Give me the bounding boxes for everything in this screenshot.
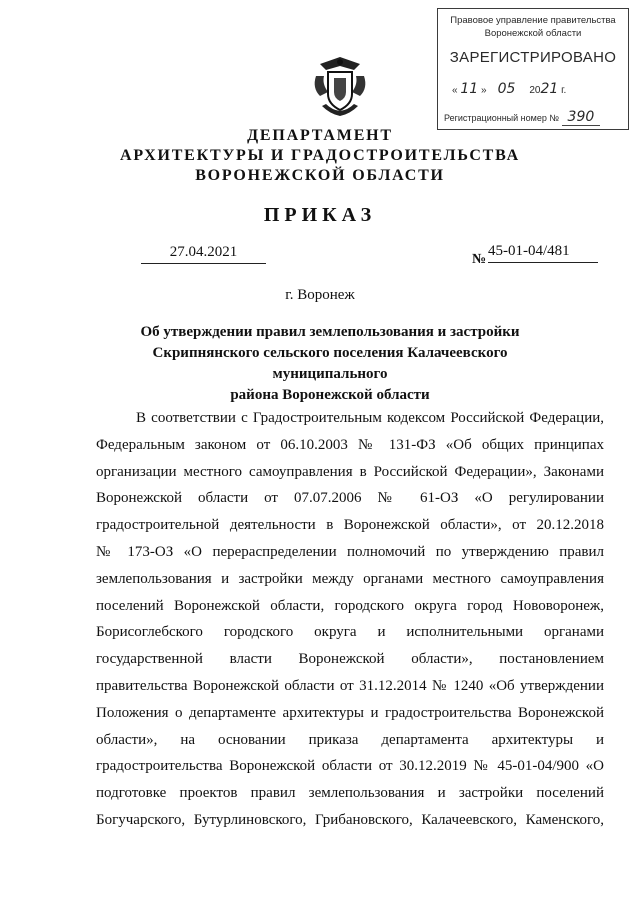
order-subject [100, 322, 560, 406]
body-line: Воронежской области от 07.07.2006 № 61-ОЗ «О регулировании [96, 490, 604, 507]
order-date: 27.04.2021 [141, 244, 266, 264]
body-line: области», на основании приказа департамента архитектуры и [96, 731, 604, 748]
stamp-reg-number: 390 [562, 109, 601, 126]
stamp-date-month: 05 [497, 81, 516, 97]
registration-stamp [437, 8, 629, 130]
stamp-authority-line2: Воронежской области [484, 28, 582, 39]
stamp-date-line: « 11 » 05 2021 г. [452, 81, 567, 97]
document-type-title: ПРИКАЗ [263, 204, 377, 226]
coat-of-arms-icon [310, 54, 370, 120]
stamp-date-year-suffix: 21 [540, 81, 559, 97]
body-line: поселений Воронежской области, городского округа город Нововоронеж, [96, 597, 604, 614]
body-line: организации местного самоуправления в Российской Федерации», Законами [96, 463, 604, 480]
order-number: 45-01-04/481 [488, 243, 598, 263]
number-sign: № [472, 252, 487, 267]
body-line: землепользования и застройки между органами местного самоуправления [96, 570, 604, 587]
stamp-reg-line [444, 109, 626, 125]
body-line: Богучарского, Бутурлиновского, Грибановского, Калачеевского, Каменского, [96, 811, 604, 828]
body-line: правительства Воронежской области от 31.12.2014 № 1240 «Об утверждении [96, 677, 604, 694]
body-line: Федеральным законом от 06.10.2003 № 131-ФЗ «Об общих принципах [96, 436, 604, 453]
stamp-registered-label: ЗАРЕГИСТРИРОВАНО [449, 49, 617, 66]
body-line: градостроительной деятельности в Воронежской области», от 20.12.2018 [96, 517, 604, 534]
body-line: подготовке проектов правил землепользования и застройки поселений [96, 785, 604, 802]
dept-name-line1: ДЕПАРТАМЕНТ [247, 127, 393, 144]
body-line: № 173-ОЗ «О перераспределении полномочий по утверждению правил [96, 543, 604, 560]
body-line: градостроительства Воронежской области от 30.12.2019 № 45-01-04/900 «О [96, 758, 604, 775]
body-line: Борисоглебского городского округа и исполнительными органами [96, 624, 604, 641]
subject-line-1: Об утверждении правил землепользования и застройки [140, 324, 520, 340]
stamp-authority-line1: Правовое управление правительства [450, 15, 616, 26]
stamp-date-year-prefix: 20 [529, 85, 541, 96]
stamp-date-suffix: г. [561, 85, 567, 96]
body-line: государственной власти Воронежской области», постановлением [96, 651, 604, 668]
stamp-date-day: 11 [460, 81, 479, 97]
body-text [96, 405, 604, 834]
body-line: Положения о департаменте архитектуры и градостроительства Воронежской [96, 704, 604, 721]
city-line: г. Воронеж [285, 287, 355, 303]
body-line: В соответствии с Градостроительным кодексом Российской Федерации, [136, 410, 604, 426]
subject-line-3: района Воронежской области [230, 387, 430, 403]
dept-name-line3: ВОРОНЕЖСКОЙ ОБЛАСТИ [195, 167, 445, 184]
stamp-reg-label: Регистрационный номер № [444, 113, 560, 123]
dept-name-line2: АРХИТЕКТУРЫ И ГРАДОСТРОИТЕЛЬСТВА [120, 147, 520, 164]
subject-line-2: Скрипнянского сельского поселения Калачеевского муниципального [152, 345, 508, 382]
